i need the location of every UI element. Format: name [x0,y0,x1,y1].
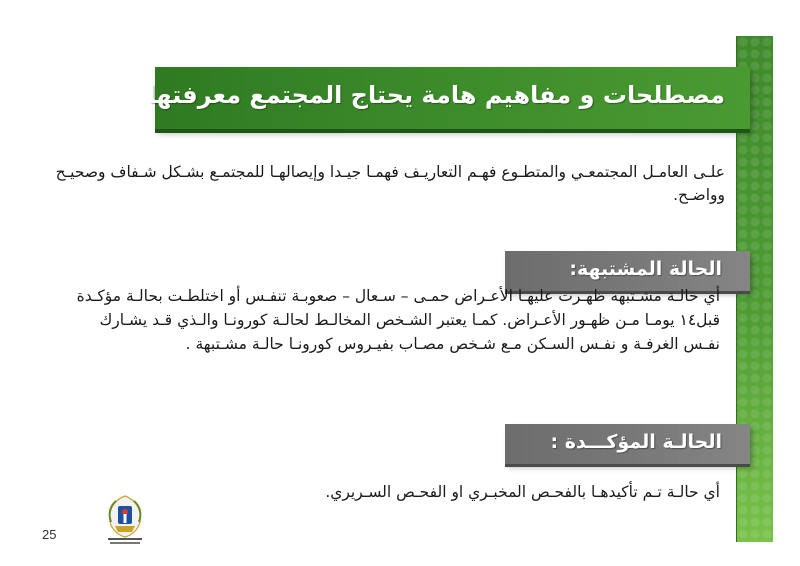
section-title-confirmed: الحالـة المؤكـــدة : [550,431,722,453]
section-bar-confirmed [505,424,750,464]
intro-paragraph: علـى العامـل المجتمعـي والمتطـوع فهـم التعاريـف فهمـا جيـدا وإيصالهـا للمجتمـع بشـكل شـفاف وصحيـح وواضـح. [55,163,725,204]
header-banner [147,67,750,129]
confirmed-case-paragraph: أي حالـة تـم تأكيدهـا بالفحـص المخبـري او الفحـص السـريري. [325,483,720,501]
organization-emblem-icon [100,492,150,547]
section-title-suspected: الحالة المشتبهة: [569,258,722,280]
page-number: 25 [42,527,57,542]
suspected-case-paragraph: أي حالـة مشـتبهه ظهـرت عليهـا الأعـراض حمـى – سـعال – صعوبـة تنفـس أو اختلطـت بحالـة مؤكـدة قبل١٤ يومـا مـن ظهـور الأعـراض. كمـا يعتبر الشـخص المخالـط لحالـة كورونـا والـذي قـد يشـارك نفـس الغرفـة و نفـس السـكن مـع شـخص مصـاب بفيـروس كورونـا حالـة مشـتبهة . [76,287,720,353]
page-title: مصطلحات و مفاهيم هامة يحتاج المجتمع معرفتها [147,81,725,109]
